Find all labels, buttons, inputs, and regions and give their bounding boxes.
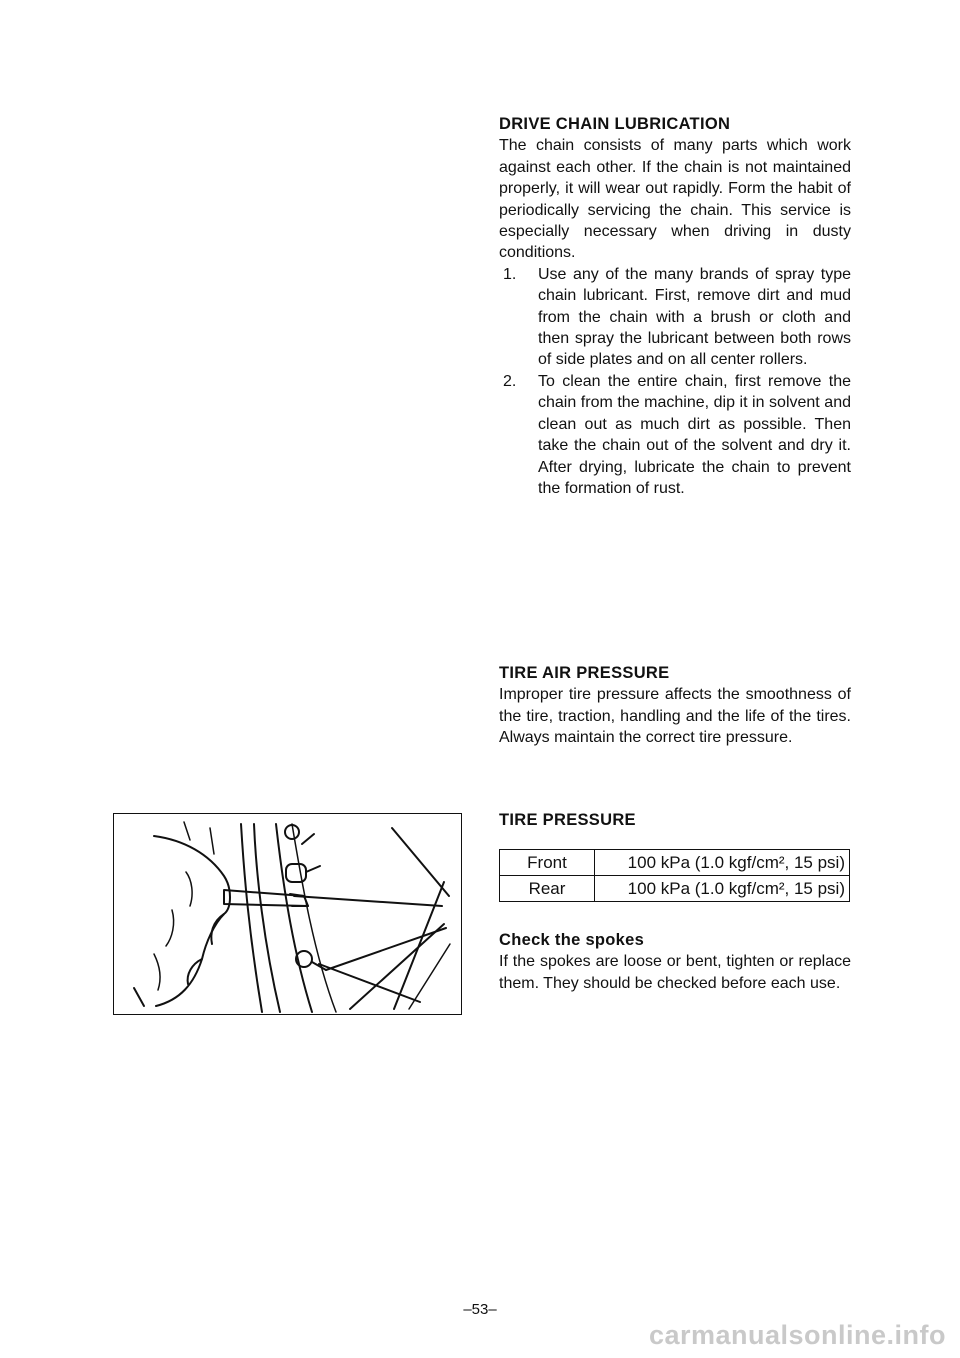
tire-pressure-section (499, 810, 851, 831)
tire-air-pressure-heading: TIRE AIR PRESSURE (499, 664, 670, 682)
check-spokes-section (499, 930, 851, 994)
watermark: carmanualsonline.info (648, 1320, 946, 1350)
drive-chain-heading: DRIVE CHAIN LUBRICATION (499, 115, 731, 133)
spoke-wrench-figure (113, 813, 462, 1015)
page-number: –53– (463, 1301, 497, 1318)
tire-air-pressure-section (499, 663, 851, 749)
check-spokes-text: If the spokes are loose or bent, tighten or replace them. They should be checked before each use. (499, 953, 851, 992)
tire-air-pressure-text: Improper tire pressure affects the smoothness of the tire, traction, handling and the life of the tires. Always maintain the correct tire pressure. (499, 686, 851, 747)
check-spokes-heading: Check the spokes (499, 931, 645, 949)
chain-step-1-number: 1. (503, 265, 517, 283)
tire-pressure-heading: TIRE PRESSURE (499, 811, 636, 829)
table-row (500, 850, 850, 876)
chain-step-2-number: 2. (503, 372, 517, 390)
chain-step-2-text: To clean the entire chain, first remove the chain from the machine, dip it in solvent and clean out as much dirt as possible. Then take the chain out of the solvent and dry it. After drying, lubricate the chain to prevent the formation of rust. (538, 372, 851, 497)
drive-chain-section (499, 114, 851, 499)
chain-step-1 (499, 264, 851, 371)
rear-label: Rear (500, 876, 595, 902)
spoke-wrench-illustration-icon (114, 814, 462, 1015)
front-pressure-value: 100 kPa (1.0 kgf/cm², 15 psi) (595, 850, 850, 876)
rear-pressure-value: 100 kPa (1.0 kgf/cm², 15 psi) (595, 876, 850, 902)
tire-pressure-table (499, 849, 850, 902)
front-label: Front (500, 850, 595, 876)
chain-step-2 (499, 371, 851, 499)
table-row (500, 876, 850, 902)
drive-chain-intro: The chain consists of many parts which work against each other. If the chain is not maintained properly, it will wear out rapidly. Form the habit of periodically servicing the chain. This service is especially necessary when driving in dusty conditions. (499, 137, 851, 262)
chain-step-1-text: Use any of the many brands of spray type chain lubricant. First, remove dirt and mud from the chain with a brush or cloth and then spray the lubricant between both rows of side plates and on all center rollers. (538, 265, 851, 369)
